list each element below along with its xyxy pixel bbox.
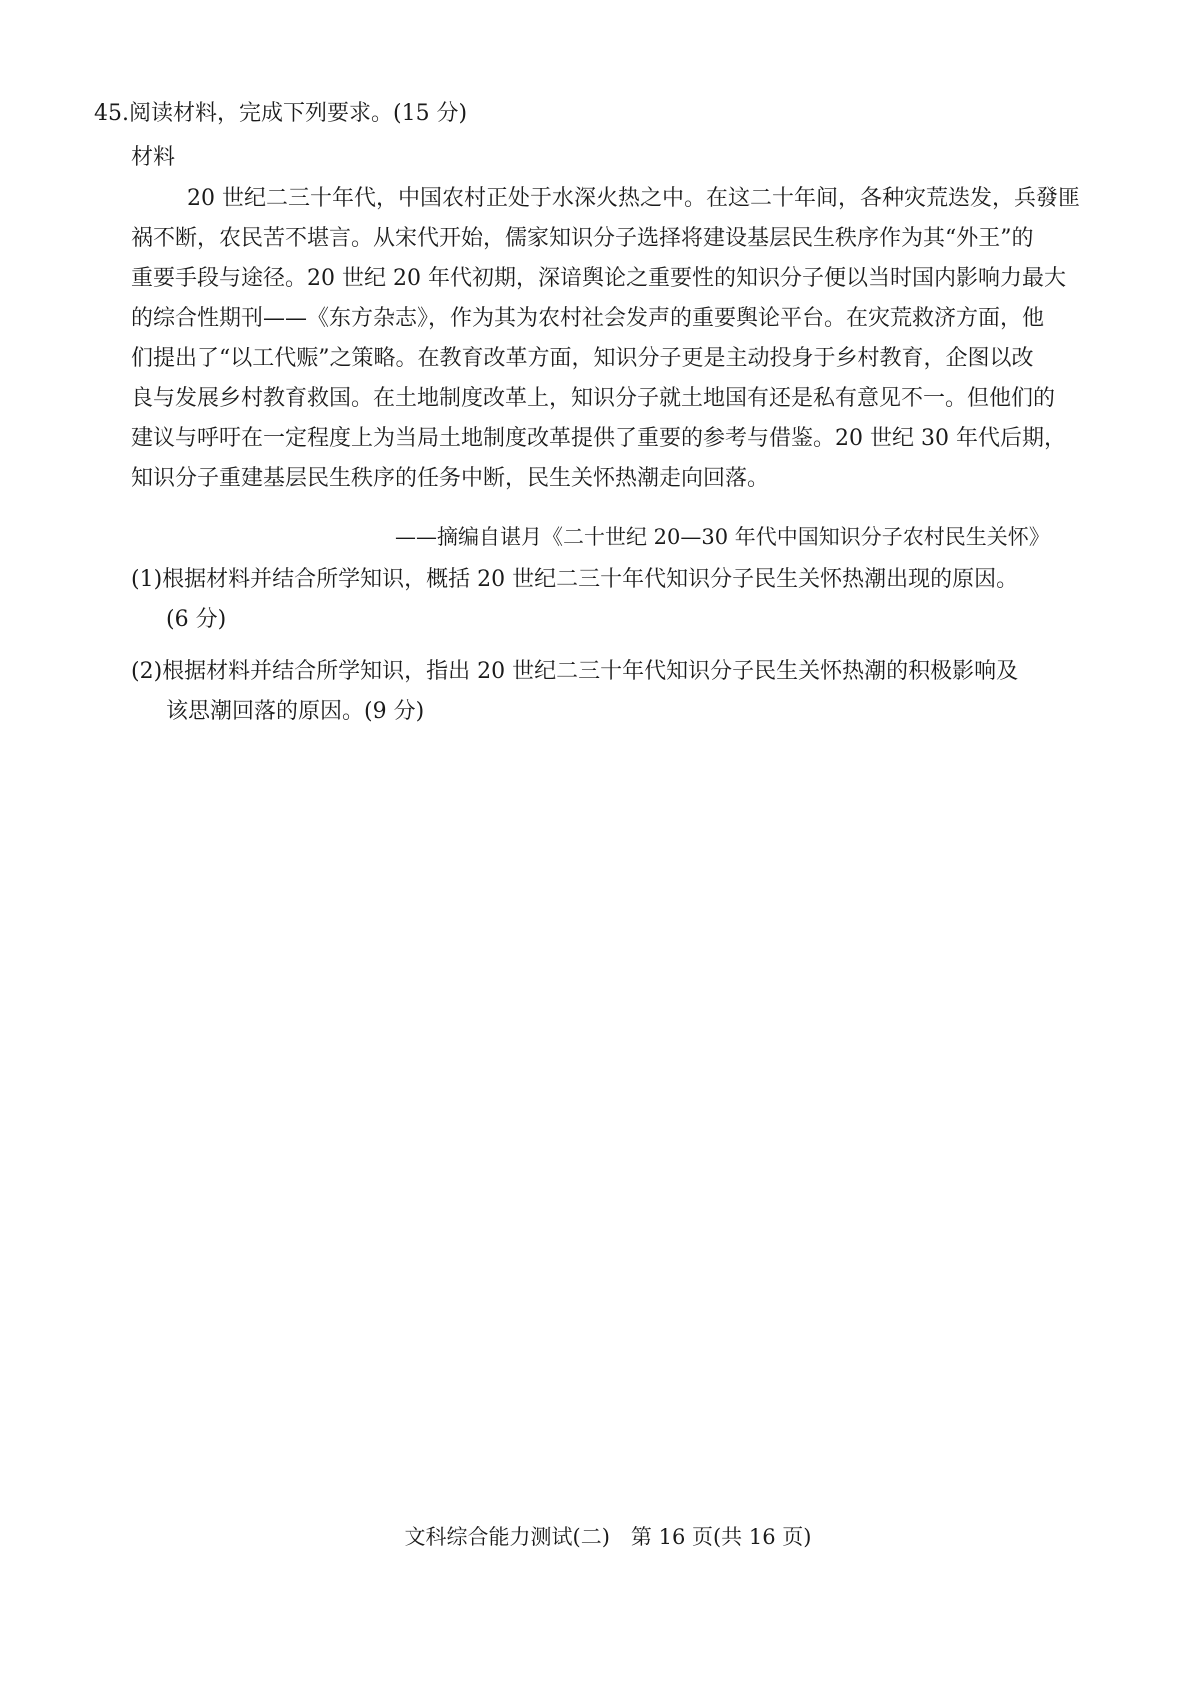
material-line: 重要手段与途径。20 世纪 20 年代初期，深谙舆论之重要性的知识分子便以当时国内影响力最大	[131, 266, 1066, 291]
material-line: 们提出了“以工代赈”之策略。在教育改革方面，知识分子更是主动投身于乡村教育，企图以改	[131, 346, 1034, 371]
material-line: 建议与呼吁在一定程度上为当局土地制度改革提供了重要的参考与借鉴。20 世纪 30 年代后期，	[131, 426, 1066, 451]
material-line: 良与发展乡村教育救国。在土地制度改革上，知识分子就土地国有还是私有意见不一。但他们的	[131, 386, 1056, 411]
material-line: 知识分子重建基层民生秩序的任务中断，民生关怀热潮走向回落。	[131, 466, 770, 491]
question-heading: 45.阅读材料，完成下列要求。(15 分)	[94, 101, 468, 126]
sub-question-1	[131, 560, 1121, 640]
page-footer: 文科综合能力测试(二) 第 16 页(共 16 页)	[404, 1525, 812, 1549]
sub-question-points: (6 分)	[166, 607, 227, 632]
sub-question-text-continued: 该思潮回落的原因。(9 分)	[166, 699, 425, 724]
material-label: 材料	[131, 145, 176, 170]
material-source-citation: ——摘编自谌月《二十世纪 20—30 年代中国知识分子农村民生关怀》	[395, 525, 1050, 549]
sub-question-text: (1)根据材料并结合所学知识，概括 20 世纪二三十年代知识分子民生关怀热潮出现的原因。	[131, 567, 1019, 592]
material-passage	[131, 179, 1121, 499]
material-line: 祸不断，农民苦不堪言。从宋代开始，儒家知识分子选择将建设基层民生秩序作为其“外王”的	[131, 226, 1034, 251]
material-line: 20 世纪二三十年代，中国农村正处于水深火热之中。在这二十年间，各种灾荒迭发，兵發匪	[187, 186, 1080, 211]
sub-question-text: (2)根据材料并结合所学知识，指出 20 世纪二三十年代知识分子民生关怀热潮的积极影响及	[131, 659, 1019, 684]
sub-question-2	[131, 652, 1121, 732]
material-line: 的综合性期刊——《东方杂志》，作为其为农村社会发声的重要舆论平台。在灾荒救济方面，他	[131, 306, 1045, 331]
